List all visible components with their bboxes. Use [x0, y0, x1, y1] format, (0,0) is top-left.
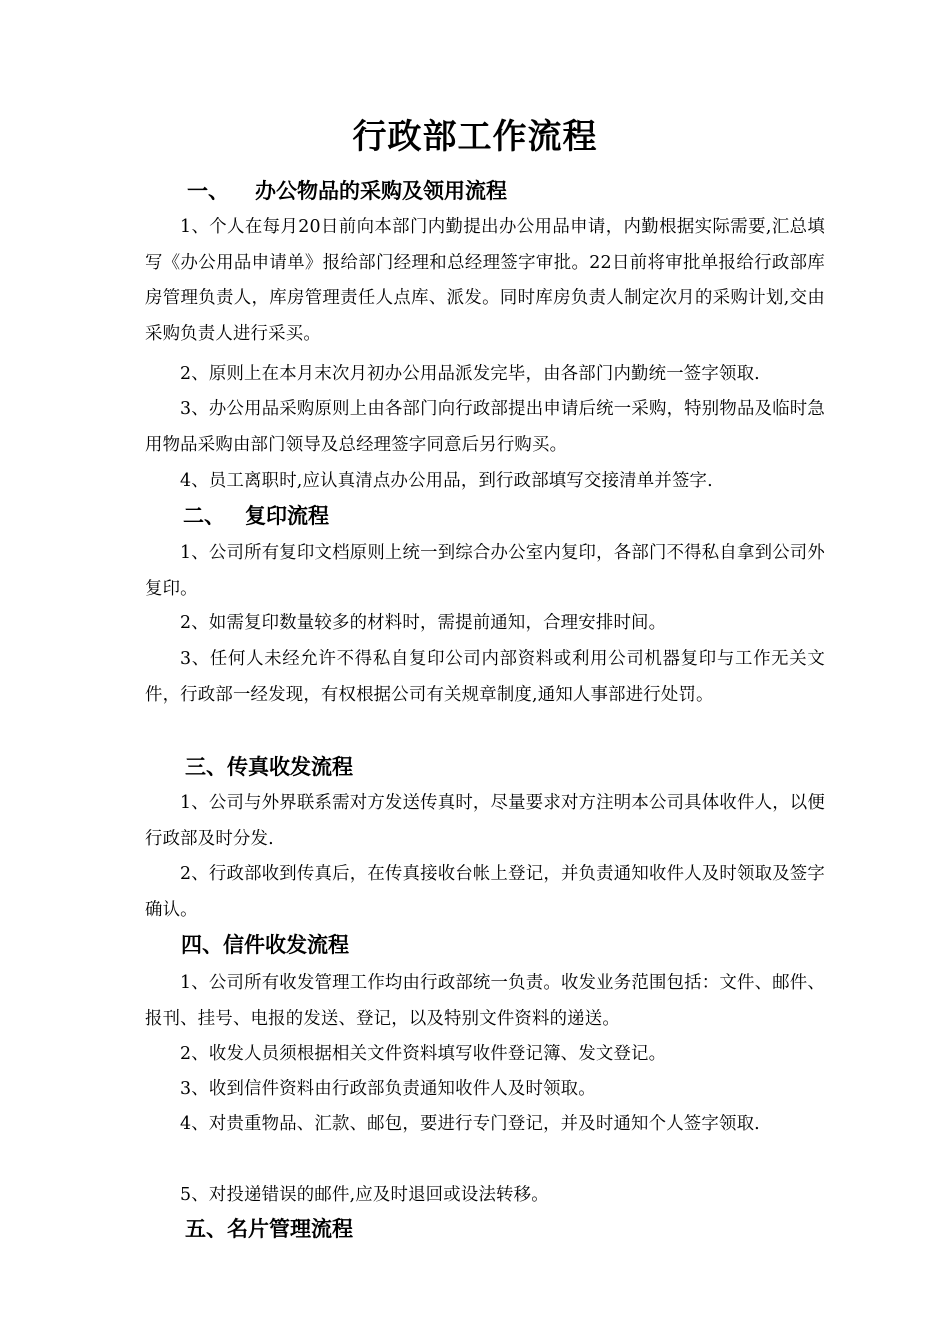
section-title-1: 办公物品的采购及领用流程: [255, 179, 507, 203]
paragraph-1-4: 4、员工离职时,应认真清点办公用品，到行政部填写交接清单并签字.: [180, 471, 713, 491]
section-heading-5: [185, 1214, 353, 1244]
paragraph-2-2: 2、如需复印数量较多的材料时，需提前通知，合理安排时间。: [180, 613, 667, 633]
section-heading-2: [183, 501, 329, 531]
section-title-3: 传真收发流程: [227, 755, 353, 779]
paragraph-1-1: 1、个人在每月20日前向本部门内勤提出办公用品申请，内勤根据实际需要,汇总填写《办公用品申请单》报给部门经理和总经理签字审批。22日前将审批单报给行政部库房管理负责人，库房管理责任人点库、派发。同时库房负责人制定次月的采购计划,交由采购负责人进行采买。: [145, 217, 825, 344]
paragraph-1-3: 3、办公用品采购原则上由各部门向行政部提出申请后统一采购，特别物品及临时急用物品采购由部门领导及总经理签字同意后另行购买。: [145, 399, 825, 455]
paragraph-4-1: 1、公司所有收发管理工作均由行政部统一负责。收发业务范围包括：文件、邮件、报刊、挂号、电报的发送、登记，以及特别文件资料的递送。: [145, 973, 825, 1029]
paragraph-2-3: 3、任何人未经允许不得私自复印公司内部资料或利用公司机器复印与工作无关文件，行政部一经发现，有权根据公司有关规章制度,通知人事部进行处罚。: [145, 649, 825, 705]
section-number-3: 三、: [185, 755, 227, 779]
paragraph-2-1: 1、公司所有复印文档原则上统一到综合办公室内复印，各部门不得私自拿到公司外复印。: [145, 543, 825, 599]
paragraph-3-1: 1、公司与外界联系需对方发送传真时，尽量要求对方注明本公司具体收件人，以便行政部及时分发.: [145, 793, 825, 849]
paragraph-4-4: 4、对贵重物品、汇款、邮包，要进行专门登记，并及时通知个人签字领取.: [180, 1114, 760, 1134]
section-title-5: 名片管理流程: [227, 1217, 353, 1241]
section-title-2: 复印流程: [245, 504, 329, 528]
section-heading-3: [185, 752, 353, 782]
paragraph-4-5: 5、对投递错误的邮件,应及时退回或设法转移。: [180, 1185, 549, 1205]
paragraph-1-2: 2、原则上在本月末次月初办公用品派发完毕，由各部门内勤统一签字领取.: [180, 364, 760, 384]
section-heading-4: [181, 930, 349, 960]
paragraph-4-2: 2、收发人员须根据相关文件资料填写收件登记簿、发文登记。: [180, 1044, 667, 1064]
paragraph-4-3: 3、收到信件资料由行政部负责通知收件人及时领取。: [180, 1079, 596, 1099]
paragraph-3-2: 2、行政部收到传真后，在传真接收台帐上登记，并负责通知收件人及时领取及签字确认。: [145, 864, 825, 920]
section-title-4: 信件收发流程: [223, 933, 349, 957]
section-number-2: 二、: [183, 504, 225, 528]
section-number-5: 五、: [185, 1217, 227, 1241]
section-heading-1: [187, 176, 507, 206]
section-number-4: 四、: [181, 933, 223, 957]
section-number-1: 一、: [187, 179, 229, 203]
page-title: 行政部工作流程: [352, 117, 598, 157]
